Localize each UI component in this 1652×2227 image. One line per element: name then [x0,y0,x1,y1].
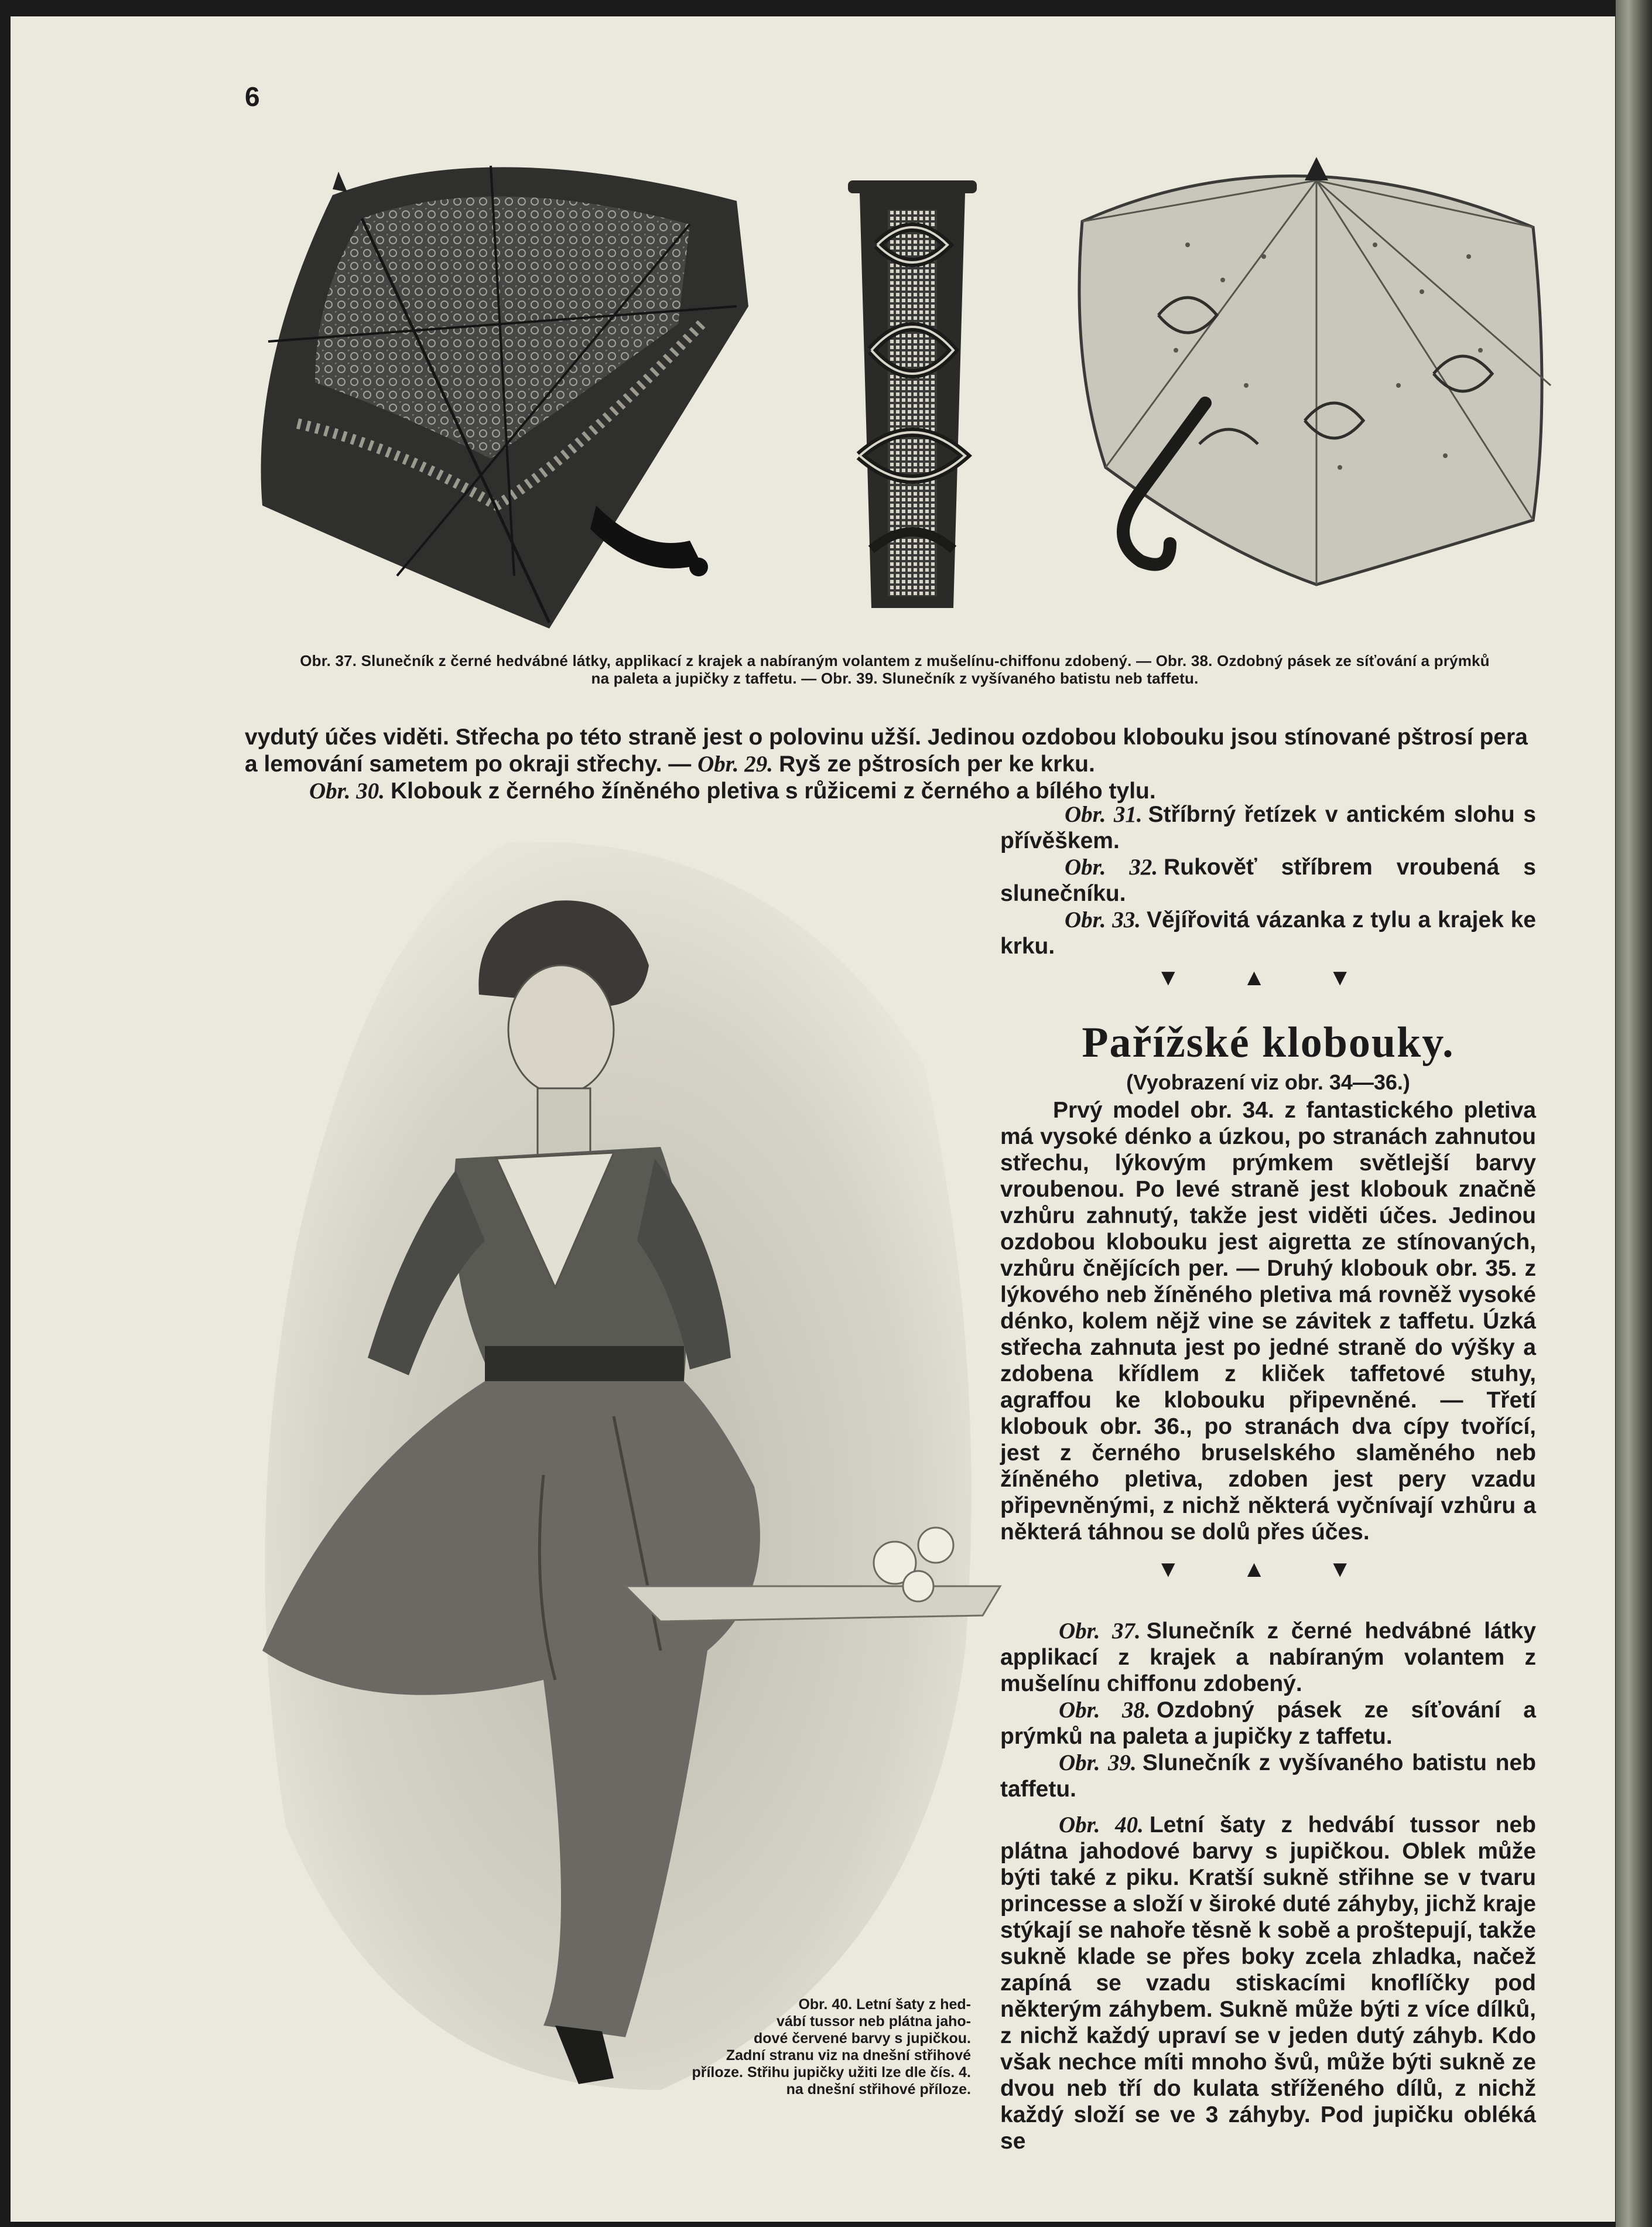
intro-line [245,751,1539,778]
figure-ref-29: Obr. 29. [697,752,774,777]
figure-ref-37: Obr. 37. [1059,1618,1141,1644]
figure-37-paragraph [1000,1618,1536,1697]
figure-29-text: Ryš ze pštrosích per ke krku. [779,752,1095,777]
figure-31-text: Stříbrný řetízek v antickém slohu s přívěškem. [1000,802,1536,853]
woman-summer-dress-illustration [251,831,1006,2102]
figure-33-text: Vějířovitá vázanka z tylu a krajek ke krku. [1000,907,1536,959]
section-subheading: (Vyobrazení viz obr. 34—36.) [1126,1070,1410,1094]
caption-line: příloze. Střihu jupičky užiti lze dle čís. 4. [692,2064,971,2081]
section-heading: Pařížské klobouky. [1082,1019,1455,1067]
figure-37-text: Slunečník z černé hedvábné látky applikací z krajek a nabíraným volantem z mušelínu chiffonu zdobený. [1000,1618,1536,1696]
figure-39-text: Slunečník z vyšívaného batistu neb taffetu. [1000,1750,1536,1802]
hats-paragraph: Prvý model obr. 34. z fantastického pletiva má vysoké dénko a úzkou, po stranách zahnutou střechu, lýkovým prýmkem světlejší barvy vroubenou. Po levé straně jest klobouk značně vzhůru zahnutý, takže jest viděti účes. Jedinou ozdobou klobouku jest aigretta ze stínovaných, vzhůru čnějících per. — Druhý klobouk obr. 35. z lýkového neb žíněného pletiva má rovněž vysoké dénko, kolem nějž vine se závitek z taffetu. Úzká střecha zahnuta jest po jedné straně do výšky a zdobena křídlem z kliček taffetové stuhy, agraffou ke klobouku připevněné. — Třetí klobouk obr. 36., po stranách dva cípy tvořící, jest z černého bruselského slaměného neb žíněného pletiva, zdoben jest pery vzadu připevněnými, z nichž některá vyčnívají vzhůru a některá táhnou se dolů přes účes. [1000,1098,1536,1545]
caption-line: Obr. 37. Slunečník z černé hedvábné látky, applikací z krajek a nabíraným volantem z mušelínu-chiffonu zdobený. — Obr. 38. Ozdobný pásek ze síťování a prýmků [300,652,1490,670]
figure-ref-30: Obr. 30. [309,778,385,804]
book-binding-edge [1616,0,1652,2227]
right-column-text [1000,801,1536,2154]
figure-31-paragraph [1000,801,1536,854]
figure-40-paragraph [1000,1812,1536,2154]
figure-39-paragraph [1000,1750,1536,1802]
ornamental-belt-illustration [836,175,989,631]
intro-line-text: a lemování sametem po okraji střechy. — [245,752,692,777]
figure-ref-39: Obr. 39. [1059,1750,1137,1775]
figure-ref-31: Obr. 31. [1065,802,1143,827]
figure-38-paragraph [1000,1697,1536,1750]
figure-30-text: Klobouk z černého žíněného pletiva s růžicemi z černého a bílého tylu. [390,778,1156,804]
intro-line: vydutý účes viděti. Střecha po této straně jest o polovinu užší. Jedinou ozdobou klobouku jsou stínované pštrosí pera [245,725,1528,750]
caption-line: na dnešní střihové příloze. [786,2081,971,2098]
figure-caption-37-39 [245,652,1545,687]
figure-38-text: Ozdobný pásek ze síťování a prýmků na paleta a jupičky z taffetu. [1000,1697,1536,1749]
ornament-triangles: ▼ ▲ ▼ [1157,965,1380,990]
figure-40-text: Letní šaty z hedvábí tussor neb plátna jahodové barvy s jupičkou. Oblek může býti také z piku. Kratší sukně střihne se v tvaru princesse a složí v široké duté záhyby, jichž kraje stýkají se nahoře těsně k sobě a proštepují, takže sukně klade se přes boky zcela zhladka, načež zapíná se vzadu stiskacími knoflíčky pod některým záhybem. Sukně může býti z více dílků, z nichž každý upraví se v jeden dutý záhyb. Kdo však nechce míti mnoho švů, může býti sukně ze dvou neb tří do kulata stříženého dílů, z nichž každý složí se ve 3 záhyby. Pod jupičku obléká se [1000,1812,1536,2154]
page-number: 6 [245,81,260,112]
ornament-triangles: ▼ ▲ ▼ [1157,1556,1380,1582]
figure-caption-40 [620,1996,971,2098]
figure-ref-32: Obr. 32. [1065,855,1158,880]
intro-paragraph [245,724,1539,805]
figure-32-text: Rukověť stříbrem vroubená s slunečníku. [1000,855,1536,906]
figure-ref-33: Obr. 33. [1065,907,1141,933]
caption-line: vábí tussor neb plátna jaho- [777,2013,971,2030]
black-parasol-illustration [245,131,754,646]
ornament-divider [1000,1556,1536,1583]
figure-ref-40: Obr. 40. [1059,1812,1144,1837]
embroidered-parasol-illustration [1070,139,1557,596]
caption-line: dové červené barvy s jupičkou. [754,2030,971,2047]
caption-line: Zadní stranu viz na dnešní střihové [726,2047,971,2064]
caption-line: na paleta a jupičky z taffetu. — Obr. 39. Slunečník z vyšívaného batistu neb taffetu. [591,670,1199,687]
figure-32-paragraph [1000,854,1536,907]
figure-ref-38: Obr. 38. [1059,1697,1151,1723]
ornament-divider [1000,964,1536,991]
magazine-page [11,16,1615,2222]
caption-line: Obr. 40. Letní šaty z hed- [798,1996,971,2013]
figure-33-paragraph [1000,907,1536,959]
